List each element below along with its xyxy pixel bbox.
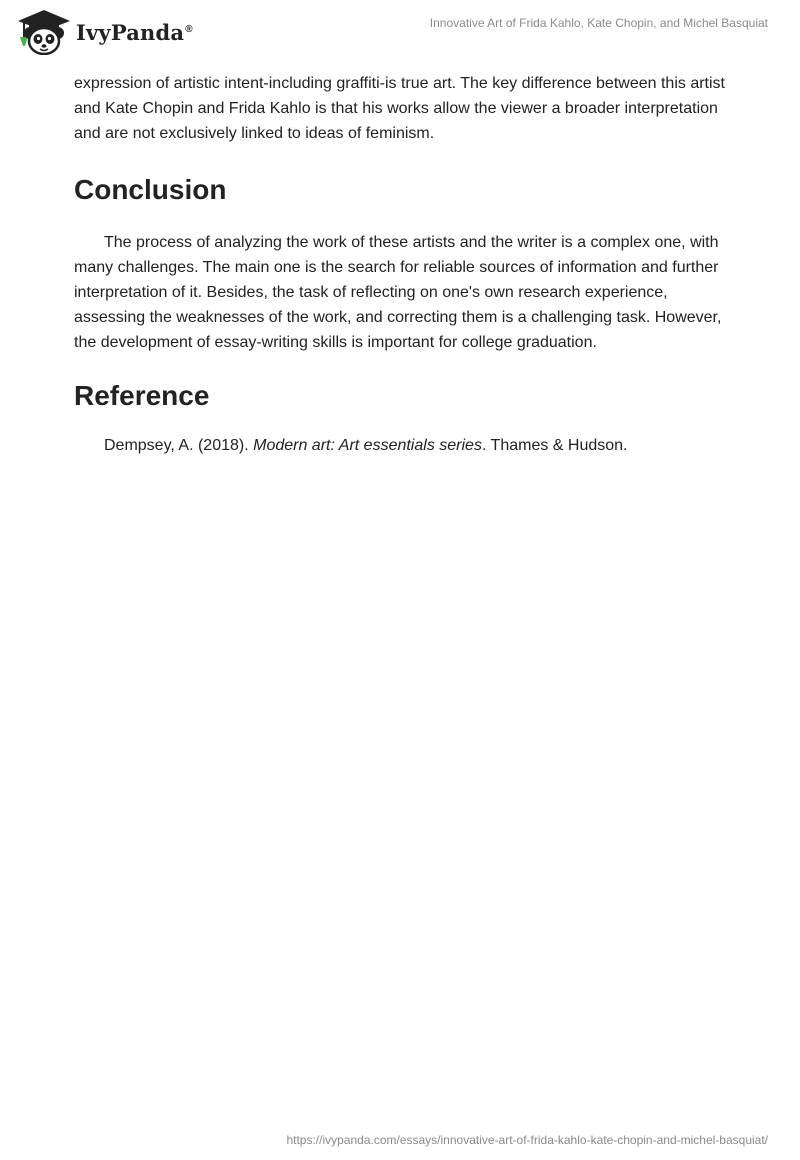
registered-mark: ®	[185, 23, 193, 35]
running-title: Innovative Art of Frida Kahlo, Kate Chopin, and Michel Basquiat	[429, 16, 768, 30]
panda-graduate-icon	[14, 7, 72, 55]
intro-paragraph: expression of artistic intent-including graffiti-is true art. The key difference between this artist and Kate Chopin and Frida Kahlo is that his works allow the viewer a broader interpretation and are not exclusively linked to ideas of feminism.	[74, 75, 725, 142]
page-header	[0, 0, 800, 70]
reference-entry	[74, 433, 734, 458]
reference-publisher: . Thames & Hudson.	[481, 437, 628, 454]
essay-content	[74, 71, 734, 458]
reference-author-year: Dempsey, A. (2018).	[104, 437, 254, 454]
reference-title: Modern art: Art essentials series	[253, 437, 482, 454]
ivypanda-logo[interactable]	[14, 7, 193, 55]
footer-url[interactable]: https://ivypanda.com/essays/innovative-art-of-frida-kahlo-kate-chopin-and-michel-basquiat/	[286, 1133, 768, 1147]
reference-heading: Reference	[74, 380, 210, 411]
conclusion-heading: Conclusion	[74, 174, 227, 205]
conclusion-paragraph: The process of analyzing the work of these artists and the writer is a complex one, with many challenges. The main one is the search for reliable sources of information and further interpretation of it. Besides, the task of reflecting on one's own research experience, assessing the weaknesses of the work, and correcting them is a challenging task. However, the development of essay-writing skills is important for college graduation.	[74, 234, 722, 351]
logo-wordmark: IvyPanda®	[76, 19, 193, 45]
